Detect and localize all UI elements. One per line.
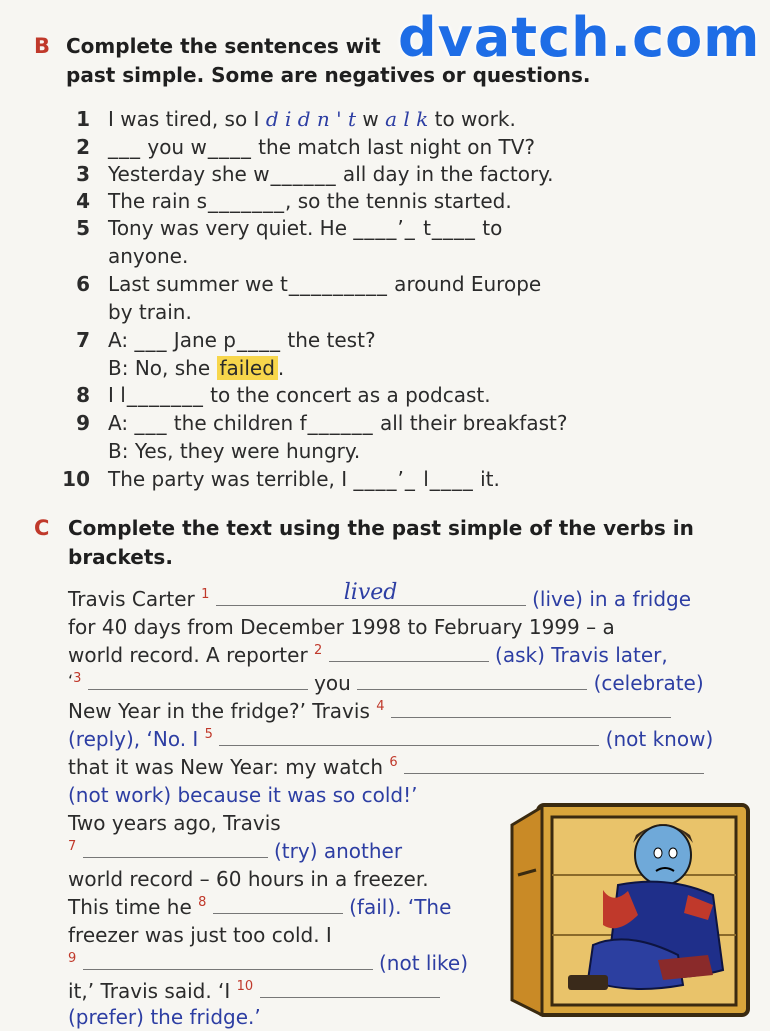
- item-number: 8: [76, 383, 90, 407]
- sentence-line: [108, 242, 188, 270]
- sentence-line: [108, 105, 516, 133]
- answer-blank[interactable]: [404, 755, 704, 774]
- sentence-line: [108, 133, 535, 161]
- answer-blank[interactable]: [391, 699, 671, 718]
- item-number: 4: [76, 189, 90, 213]
- section-c-heading: [68, 514, 694, 572]
- text-line: New Year in the fridge?’ Travis $^4$: [68, 697, 671, 729]
- sentence-text: to work.: [428, 107, 516, 131]
- sentence-text: anyone.: [108, 244, 189, 268]
- watermark-logo: dvatch.com: [398, 6, 761, 69]
- sentence-line: [108, 409, 567, 437]
- heading-line: past simple. Some are negatives or questions.: [66, 63, 591, 87]
- text-line: $^9$ (not like): [68, 951, 469, 975]
- sentence-line: [108, 214, 502, 242]
- sentence-line: [108, 160, 554, 188]
- text-line: for 40 days from December 1998 to February 1999 – a: [68, 615, 615, 639]
- answer-blank[interactable]: [213, 895, 343, 914]
- item-number: 5: [76, 216, 90, 240]
- highlighted-answer: failed: [217, 356, 278, 380]
- sentence-text: the test?: [281, 328, 376, 352]
- sentence-line: [108, 298, 192, 326]
- sentence-text: you: [141, 135, 191, 159]
- sentence-text: Last summer we: [108, 272, 280, 296]
- sentence-text: by train.: [108, 300, 192, 324]
- heading-line: Complete the text using the past simple of the verbs in: [68, 516, 694, 540]
- text-line: Travis Carter $^1$ lived (live) in a fridge: [68, 580, 692, 611]
- answer-blank[interactable]: [83, 839, 268, 858]
- section-c-letter: C: [34, 516, 50, 540]
- answer-blank[interactable]: p____: [223, 328, 281, 352]
- handwritten-answer: d i d n ' t: [265, 107, 357, 131]
- sentence-text: all day in the factory.: [336, 162, 554, 186]
- sentence-text: Tony was very quiet. He: [108, 216, 354, 240]
- sentence-text: The rain: [108, 189, 197, 213]
- answer-blank[interactable]: [260, 979, 440, 998]
- item-number: 3: [76, 162, 90, 186]
- item-number: 1: [76, 107, 90, 131]
- sentence-line: [108, 187, 512, 215]
- answer-blank[interactable]: ____’_ t____: [353, 216, 476, 240]
- answer-blank[interactable]: [329, 643, 489, 662]
- text-line: $^7$ (try) another: [68, 839, 403, 863]
- item-number: 9: [76, 411, 90, 435]
- answer-blank[interactable]: ___: [134, 328, 168, 352]
- answer-blank[interactable]: [83, 951, 373, 970]
- section-b-letter: B: [34, 34, 51, 58]
- answer-blank[interactable]: w______: [253, 162, 337, 186]
- text-line: $^{‘3}$ you (celebrate): [68, 671, 704, 695]
- sentence-text: A:: [108, 411, 135, 435]
- answer-blank[interactable]: [216, 580, 526, 606]
- handwritten-answer: a l k: [385, 107, 429, 131]
- answer-blank[interactable]: l_______: [120, 383, 204, 407]
- answer-blank[interactable]: ____’_ l____: [353, 467, 474, 491]
- text-line: (not work) because it was so cold!’: [68, 783, 418, 807]
- answer-blank[interactable]: w____: [190, 135, 252, 159]
- answer-blank[interactable]: [219, 727, 599, 746]
- item-number: 6: [76, 272, 90, 296]
- sentence-text: to the concert as a podcast.: [203, 383, 491, 407]
- sentence-text: to: [475, 216, 503, 240]
- sentence-text: I was tired, so I: [108, 107, 266, 131]
- heading-line: brackets.: [68, 545, 173, 569]
- sentence-text: around Europe: [387, 272, 542, 296]
- item-number: 2: [76, 135, 90, 159]
- answer-blank[interactable]: f______: [299, 411, 374, 435]
- answer-blank[interactable]: ___: [108, 135, 141, 159]
- text-line: Two years ago, Travis: [68, 811, 281, 835]
- sentence-text: B: No, she: [108, 356, 217, 380]
- sentence-text: I: [108, 383, 121, 407]
- sentence-line: [108, 354, 284, 382]
- answer-blank[interactable]: [88, 671, 308, 690]
- sentence-text: the match last night on TV?: [251, 135, 535, 159]
- text-line: world record. A reporter $^2$ (ask) Travis later,: [68, 643, 668, 667]
- sentence-line: [108, 381, 491, 409]
- text-line: This time he $^8$ (fail). ‘The: [68, 895, 452, 919]
- sentence-text: the children: [167, 411, 300, 435]
- sentence-text: B: Yes, they were hungry.: [108, 439, 361, 463]
- sentence-line: [108, 465, 500, 493]
- text-line: (prefer) the fridge.’: [68, 1005, 261, 1029]
- sentence-text: all their breakfast?: [373, 411, 568, 435]
- sentence-line: [108, 326, 376, 354]
- item-number: 7: [76, 328, 90, 352]
- sentence-text: it.: [473, 467, 500, 491]
- answer-blank[interactable]: s_______: [196, 189, 286, 213]
- text-line: (reply), ‘No. I $^5$ (not know): [68, 727, 714, 751]
- sentence-text: , so the tennis started.: [285, 189, 512, 213]
- sentence-text: Jane: [167, 328, 224, 352]
- answer-blank[interactable]: [357, 671, 587, 690]
- sentence-line: [108, 437, 360, 465]
- sentence-text: The party was terrible, I: [108, 467, 354, 491]
- answer-blank[interactable]: t_________: [279, 272, 388, 296]
- sentence-text: .: [277, 356, 285, 380]
- item-number: 10: [62, 467, 90, 491]
- answer-blank[interactable]: ___: [134, 411, 168, 435]
- text-line: it,’ Travis said. ‘I $^{10}$: [68, 977, 440, 1009]
- text-line: freezer was just too cold. I: [68, 923, 332, 947]
- sentence-line: [108, 270, 541, 298]
- fridge-illustration: [508, 795, 758, 1017]
- text-line: world record – 60 hours in a freezer.: [68, 867, 429, 891]
- sentence-text: A:: [108, 328, 135, 352]
- heading-line: Complete the sentences wit: [66, 34, 381, 58]
- sentence-text: w: [356, 107, 386, 131]
- handwritten-answer: lived: [343, 580, 398, 605]
- text-line: that it was New Year: my watch $^6$: [68, 753, 704, 785]
- sentence-text: Yesterday she: [108, 162, 254, 186]
